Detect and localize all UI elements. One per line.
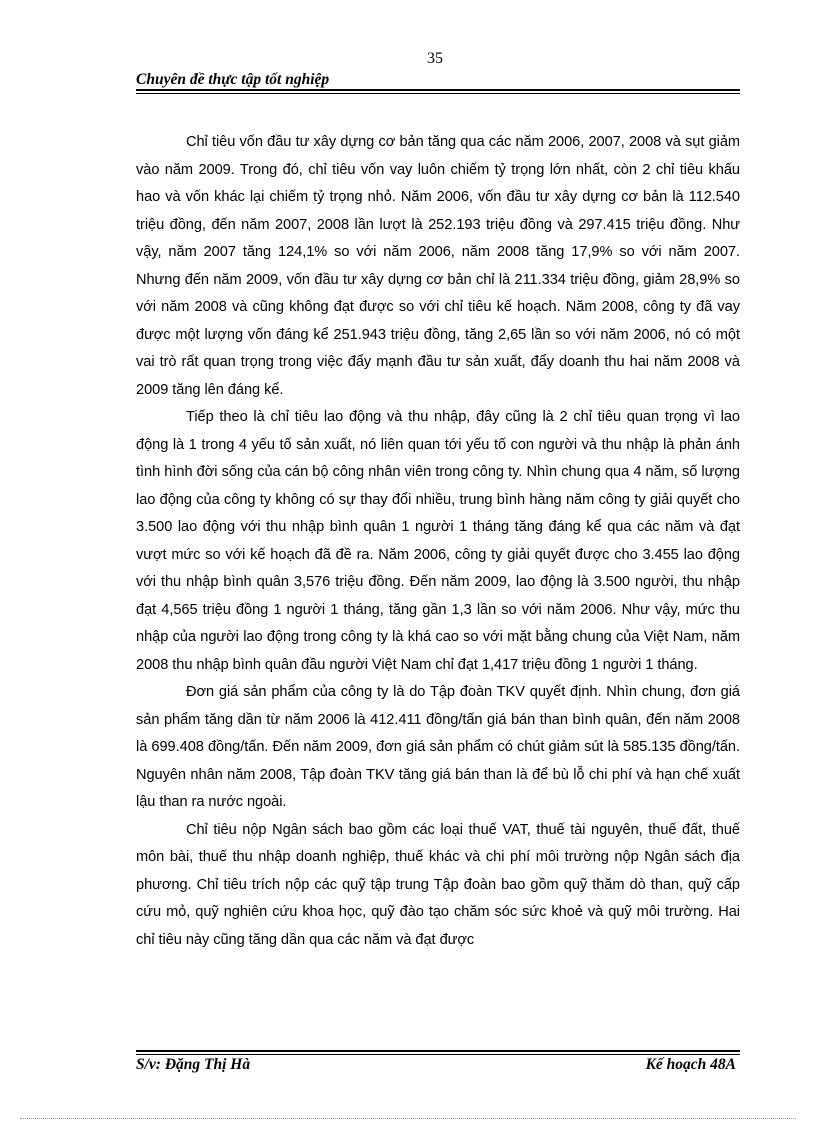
footer-rule <box>136 1050 740 1052</box>
paragraph-unit-price: Đơn giá sản phẩm của công ty là do Tập đoàn TKV quyết định. Nhìn chung, đơn giá sản phẩm tăng dần từ năm 2006 là 412.411 đồng/tấn giá bán than bình quân, đến năm 2008 là 699.408 đồng/tấn. Đến năm 2009, đơn giá sản phẩm có chút giảm sút là 585.135 đồng/tấn. Nguyên nhân năm 2008, Tập đoàn TKV tăng giá bán than là để bù lỗ chi phí và hạn chế xuất lậu than ra nước ngoài. <box>136 684 740 810</box>
page-number: 35 <box>427 50 443 67</box>
paragraph-capital-investment: Chỉ tiêu vốn đầu tư xây dựng cơ bản tăng qua các năm 2006, 2007, 2008 và sụt giảm vào năm 2009. Trong đó, chỉ tiêu vốn vay luôn chiếm tỷ trọng lớn nhất, còn 2 chỉ tiêu khấu hao và vốn khác lại chiếm tỷ trọng nhỏ. Năm 2006, vốn đầu tư xây dựng cơ bản là 112.540 triệu đồng, đến năm 2007, 2008 lần lượt là 252.193 triệu đồng và 297.415 triệu đồng. Như vậy, năm 2007 tăng 124,1% so với năm 2006, năm 2008 tăng 17,9% so với năm 2007. Nhưng đến năm 2009, vốn đầu tư xây dựng cơ bản chỉ là 211.334 triệu đồng, giảm 28,9% so với năm 2008 và cũng không đạt được so với chỉ tiêu kế hoạch. Năm 2008, công ty đã vay được một lượng vốn đáng kể 251.943 triệu đồng, tăng 2,65 lần so với năm 2006, nó có một vai trò rất quan trọng trong việc đẩy mạnh đầu tư sản xuất, đẩy doanh thu hai năm 2008 và 2009 tăng lên đáng kể. <box>136 134 740 398</box>
header-rule <box>136 89 740 91</box>
header-title: Chuyên đề thực tập tốt nghiệp <box>136 71 330 88</box>
footer-author: S/v: Đặng Thị Hà <box>136 1056 251 1073</box>
header-rule-thin <box>136 93 740 94</box>
footer-class: Kế hoạch 48A <box>645 1056 736 1073</box>
paragraph-budget: Chỉ tiêu nộp Ngân sách bao gồm các loại thuế VAT, thuế tài nguyên, thuế đất, thuế môn bài, thuế thu nhập doanh nghiệp, thuế khác và chi phí môi trường nộp Ngân sách địa phương. Chỉ tiêu trích nộp các quỹ tập trung Tập đoàn bao gồm quỹ thăm dò than, quỹ cấp cứu mỏ, quỹ nghiên cứu khoa học, quỹ đào tạo chăm sóc sức khoẻ và quỹ môi trường. Hai chỉ tiêu này cũng tăng dần qua các năm và đạt được <box>136 821 740 948</box>
footer-rule-thin <box>136 1054 740 1055</box>
document-body <box>136 129 740 954</box>
paragraph-labor-income: Tiếp theo là chỉ tiêu lao động và thu nhập, đây cũng là 2 chỉ tiêu quan trọng vì lao động là 1 trong 4 yếu tố sản xuất, nó liên quan tới yếu tố con người và thu nhập là phản ánh tình hình đời sống của cán bộ công nhân viên trong công ty. Nhìn chung qua 4 năm, số lượng lao động của công ty không có sự thay đổi nhiều, trung bình hàng năm công ty giải quyết cho 3.500 lao động với thu nhập bình quân 1 người 1 tháng tăng đáng kể qua các năm và đạt vượt mức so với kế hoạch đã đề ra. Năm 2006, công ty giải quyết được cho 3.455 lao động với thu nhập bình quân 3,576 triệu đồng. Đến năm 2009, lao động là 3.500 người, thu nhập đạt 4,565 triệu đồng 1 người 1 tháng, tăng gần 1,3 lần so với năm 2006. Như vậy, mức thu nhập của người lao động trong công ty là khá cao so với mặt bằng chung của Việt Nam, năm 2008 thu nhập bình quân đầu người Việt Nam chỉ đạt 1,417 triệu đồng 1 người 1 tháng. <box>136 409 740 673</box>
page-bottom-border <box>20 1118 796 1119</box>
